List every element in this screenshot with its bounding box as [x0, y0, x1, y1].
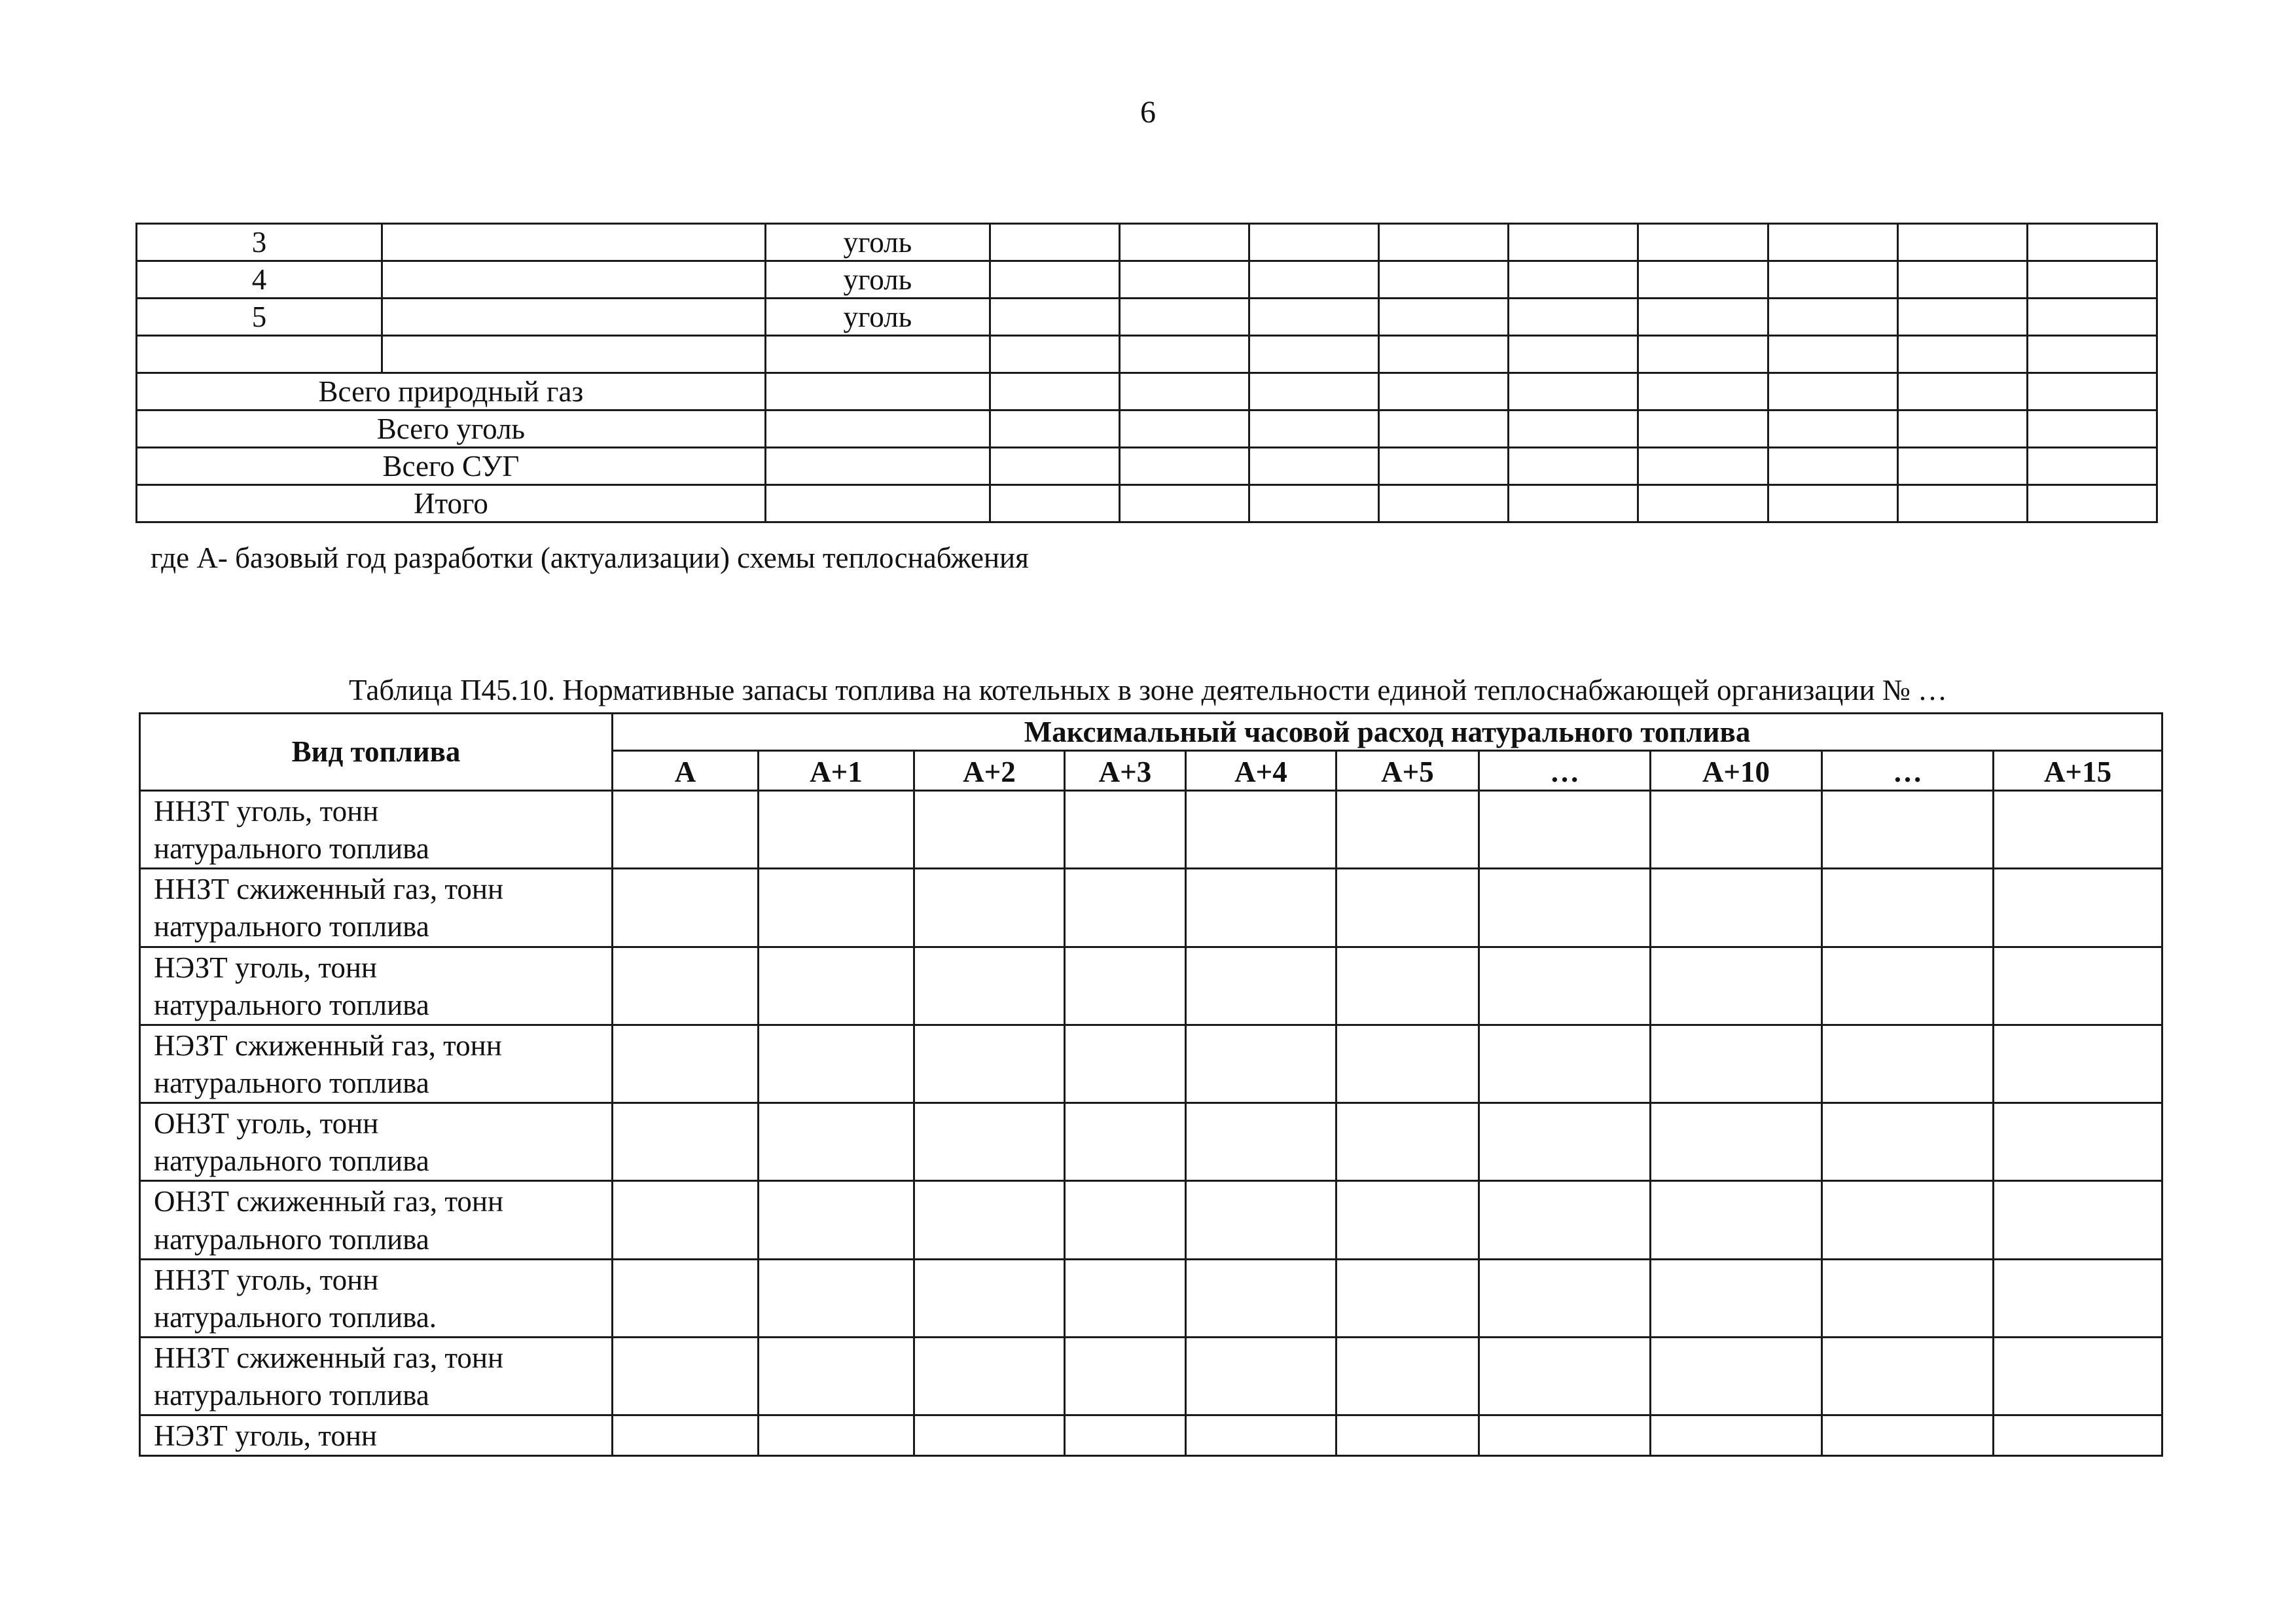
value-cell [759, 1025, 914, 1103]
page-number: 6 [1140, 95, 1156, 130]
total-row [137, 373, 2157, 410]
table-row [137, 299, 2157, 336]
column-header-fuel: Вид топлива [140, 714, 613, 791]
table-caption: Таблица П45.10. Нормативные запасы топлива на котельных в зоне деятельности единой теплоснабжающей организации № … [349, 674, 1947, 706]
value-cell [1822, 947, 1994, 1025]
value-cell [1994, 869, 2162, 947]
value-cell [1994, 1415, 2162, 1456]
value-cell [1186, 869, 1336, 947]
value-cell [1651, 947, 1822, 1025]
value-cell [1651, 1337, 1822, 1415]
fuel-type-label-line1: ННЗТ сжиженный газ, тонн [154, 1341, 504, 1374]
fuel-type-label-line1: ННЗТ уголь, тонн [154, 795, 379, 828]
fuel-type-label-line1: ОНЗТ уголь, тонн [154, 1107, 379, 1140]
total-label: Итого [137, 485, 766, 522]
fuel-type-label [140, 1025, 613, 1103]
fuel-type-label-line2: натурального топлива [154, 910, 429, 943]
value-cell [1479, 1103, 1651, 1181]
source-name-cell [382, 224, 765, 261]
value-cell [914, 1259, 1065, 1337]
value-cell [1336, 1337, 1479, 1415]
value-cell [613, 1025, 759, 1103]
value-cell [1479, 869, 1651, 947]
fuel-type-label [140, 1181, 613, 1259]
value-cell [1651, 1181, 1822, 1259]
value-cell [1186, 1337, 1336, 1415]
value-cell [759, 1103, 914, 1181]
column-header-year: А [613, 751, 759, 791]
value-cell [1651, 1025, 1822, 1103]
fuel-type-label [140, 947, 613, 1025]
table-row [140, 1259, 2162, 1337]
value-cell [1822, 1415, 1994, 1456]
table-row [140, 947, 2162, 1025]
table-row [140, 791, 2162, 869]
value-cell [1651, 1415, 1822, 1456]
value-cell [1479, 1415, 1651, 1456]
table-row [140, 1025, 2162, 1103]
row-number: 5 [137, 299, 382, 336]
total-row [137, 448, 2157, 485]
value-cell [914, 869, 1065, 947]
value-cell [613, 869, 759, 947]
total-label: Всего уголь [137, 410, 766, 448]
value-cell [1065, 1415, 1186, 1456]
fuel-type-label-line1: НЭЗТ сжиженный газ, тонн [154, 1029, 502, 1062]
column-header-year: А+15 [1994, 751, 2162, 791]
value-cell [613, 947, 759, 1025]
value-cell [1479, 1259, 1651, 1337]
value-cell [1065, 869, 1186, 947]
value-cell [1651, 791, 1822, 869]
total-label: Всего СУГ [137, 448, 766, 485]
value-cell [1822, 1337, 1994, 1415]
total-row [137, 410, 2157, 448]
value-cell [914, 1181, 1065, 1259]
value-cell [914, 1025, 1065, 1103]
source-name-cell [382, 261, 765, 299]
value-cell [613, 1337, 759, 1415]
value-cell [1065, 1259, 1186, 1337]
value-cell [759, 1415, 914, 1456]
value-cell [914, 791, 1065, 869]
fuel-type-label-line2: натурального топлива [154, 1379, 429, 1412]
row-number: 4 [137, 261, 382, 299]
value-cell [759, 1181, 914, 1259]
table-row [140, 869, 2162, 947]
fuel-type-label-line2: натурального топлива [154, 832, 429, 866]
value-cell [1994, 1025, 2162, 1103]
value-cell [1186, 1025, 1336, 1103]
value-cell [1822, 1181, 1994, 1259]
fuel-type-label-line1: НЭЗТ уголь, тонн [154, 951, 377, 984]
column-header-year: … [1822, 751, 1994, 791]
value-cell [1186, 1181, 1336, 1259]
table-row [140, 1103, 2162, 1181]
value-cell [1186, 1259, 1336, 1337]
value-cell [914, 947, 1065, 1025]
header-row [140, 714, 2162, 751]
value-cell [914, 1337, 1065, 1415]
value-cell [1822, 1025, 1994, 1103]
value-cell [1336, 1415, 1479, 1456]
source-name-cell [382, 336, 765, 373]
source-name-cell [382, 299, 765, 336]
total-label: Всего природный газ [137, 373, 766, 410]
fuel-consumption-table-continuation [135, 223, 2158, 523]
fuel-type-cell: уголь [765, 224, 990, 261]
value-cell [1336, 1103, 1479, 1181]
fuel-type-label [140, 791, 613, 869]
column-header-year: А+3 [1065, 751, 1186, 791]
value-cell [1994, 947, 2162, 1025]
value-cell [613, 1103, 759, 1181]
value-cell [613, 1415, 759, 1456]
value-cell [613, 1259, 759, 1337]
value-cell [759, 869, 914, 947]
total-row [137, 485, 2157, 522]
row-number: 3 [137, 224, 382, 261]
column-header-year: А+5 [1336, 751, 1479, 791]
value-cell [613, 791, 759, 869]
fuel-type-label [140, 1103, 613, 1181]
fuel-type-label [140, 869, 613, 947]
fuel-type-label-line1: ННЗТ сжиженный газ, тонн [154, 873, 504, 906]
value-cell [1186, 1415, 1336, 1456]
value-cell [1822, 791, 1994, 869]
fuel-type-cell: уголь [765, 299, 990, 336]
value-cell [759, 791, 914, 869]
value-cell [1186, 947, 1336, 1025]
value-cell [1994, 1337, 2162, 1415]
value-cell [1336, 947, 1479, 1025]
value-cell [1065, 947, 1186, 1025]
fuel-type-label-line2: натурального топлива [154, 988, 429, 1021]
column-header-year: А+1 [759, 751, 914, 791]
value-cell [1994, 1259, 2162, 1337]
value-cell [613, 1181, 759, 1259]
table-row [140, 1181, 2162, 1259]
fuel-type-label-line1: ННЗТ уголь, тонн [154, 1263, 379, 1296]
value-cell [1651, 869, 1822, 947]
value-cell [1994, 1181, 2162, 1259]
fuel-type-label-line1: НЭЗТ уголь, тонн [154, 1419, 377, 1453]
value-cell [1651, 1259, 1822, 1337]
table-row [137, 261, 2157, 299]
fuel-type-label [140, 1337, 613, 1415]
value-cell [1336, 1025, 1479, 1103]
value-cell [759, 1337, 914, 1415]
table-row [137, 336, 2157, 373]
table-row [140, 1337, 2162, 1415]
value-cell [1479, 1181, 1651, 1259]
value-cell [1065, 1181, 1186, 1259]
value-cell [759, 947, 914, 1025]
value-cell [1336, 1181, 1479, 1259]
value-cell [1065, 1025, 1186, 1103]
fuel-type-label-line2: натурального топлива [154, 1066, 429, 1099]
fuel-type-label-line2: натурального топлива [154, 1144, 429, 1178]
value-cell [1994, 1103, 2162, 1181]
fuel-type-label [140, 1415, 613, 1456]
fuel-type-cell [765, 336, 990, 373]
row-number [137, 336, 382, 373]
value-cell [1065, 1103, 1186, 1181]
value-cell [759, 1259, 914, 1337]
value-cell [1336, 791, 1479, 869]
value-cell [1065, 791, 1186, 869]
fuel-type-label-line2: натурального топлива [154, 1222, 429, 1256]
value-cell [1479, 1025, 1651, 1103]
fuel-reserves-table [139, 712, 2163, 1457]
table-row [140, 1415, 2162, 1456]
fuel-type-cell: уголь [765, 261, 990, 299]
value-cell [1822, 1259, 1994, 1337]
value-cell [1479, 947, 1651, 1025]
value-cell [1336, 1259, 1479, 1337]
value-cell [1336, 869, 1479, 947]
footnote: где А- базовый год разработки (актуализации) схемы теплоснабжения [151, 541, 1029, 574]
column-header-group: Максимальный часовой расход натурального топлива [613, 714, 2162, 751]
column-header-year: А+4 [1186, 751, 1336, 791]
value-cell [1479, 791, 1651, 869]
column-header-year: … [1479, 751, 1651, 791]
value-cell [1479, 1337, 1651, 1415]
column-header-year: А+10 [1651, 751, 1822, 791]
fuel-type-label-line1: ОНЗТ сжиженный газ, тонн [154, 1185, 504, 1218]
column-header-year: А+2 [914, 751, 1065, 791]
value-cell [1186, 791, 1336, 869]
value-cell [1994, 791, 2162, 869]
value-cell [914, 1415, 1065, 1456]
value-cell [1186, 1103, 1336, 1181]
fuel-type-label [140, 1259, 613, 1337]
value-cell [1822, 1103, 1994, 1181]
value-cell [1822, 869, 1994, 947]
table-row [137, 224, 2157, 261]
value-cell [1651, 1103, 1822, 1181]
value-cell [1065, 1337, 1186, 1415]
value-cell [914, 1103, 1065, 1181]
fuel-type-label-line2: натурального топлива. [154, 1300, 437, 1334]
